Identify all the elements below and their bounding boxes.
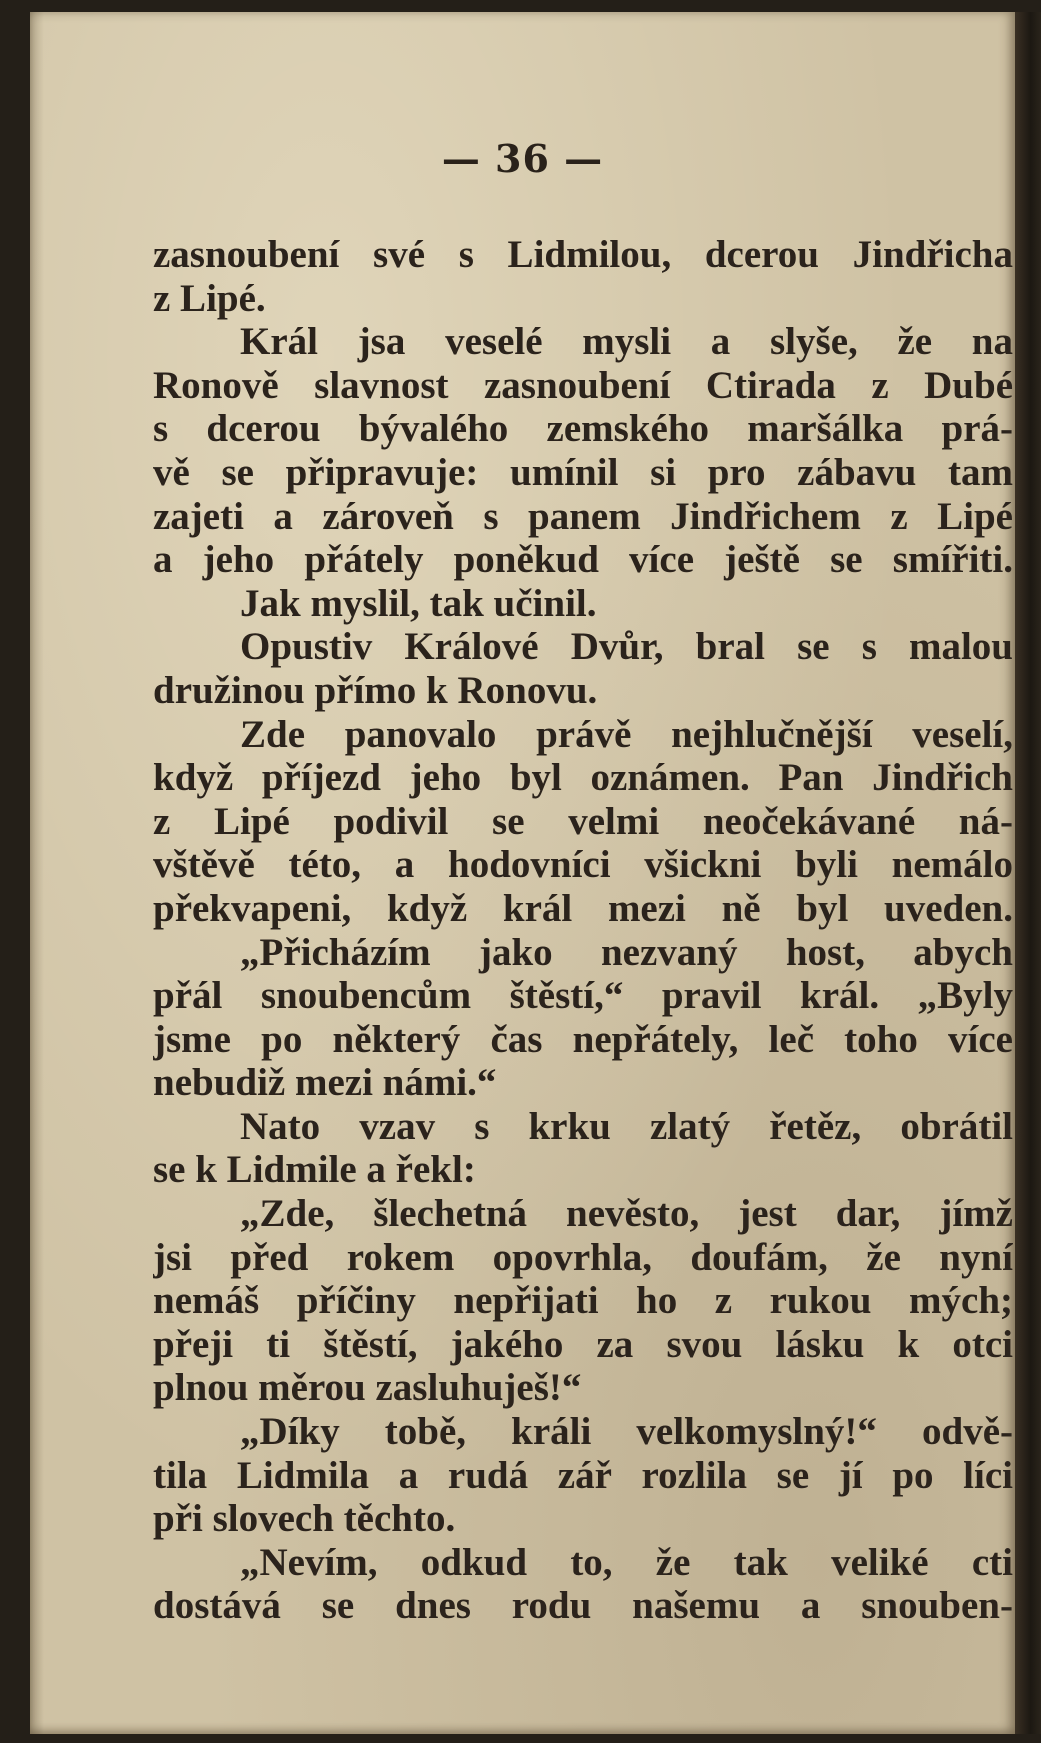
text-line: vštěvě této, a hodovníci všickni byli nemálo — [153, 843, 1013, 887]
text-line: „Díky tobě, králi velkomyslný!“ odvě- — [240, 1410, 1013, 1454]
text-line: a jeho přátely poněkud více ještě se smířiti. — [153, 538, 1013, 582]
text-line: dostává se dnes rodu našemu a snouben- — [153, 1584, 1013, 1628]
text-line: Nato vzav s krku zlatý řetěz, obrátil — [240, 1104, 1013, 1148]
text-line: Jak myslil, tak učinil. — [240, 581, 597, 625]
page-edge — [1015, 12, 1041, 1734]
text-line: Opustiv Králové Dvůr, bral se s malou — [240, 625, 1013, 669]
text-line: Král jsa veselé mysli a slyše, že na — [240, 320, 1013, 364]
text-line: zajeti a zároveň s panem Jindřichem z Lipé — [153, 494, 1013, 538]
text-line: jsme po některý čas nepřátely, leč toho více — [153, 1017, 1013, 1061]
text-line: s dcerou bývalého zemského maršálka prá- — [153, 407, 1013, 451]
text-line: z Lipé podivil se velmi neočekávané ná- — [153, 799, 1013, 843]
text-line: z Lipé. — [153, 276, 266, 320]
text-line: plnou měrou zasluhuješ!“ — [153, 1366, 582, 1410]
text-line: „Přicházím jako nezvaný host, abych — [240, 930, 1013, 974]
text-line: jsi před rokem opovrhla, doufám, že nyní — [153, 1235, 1013, 1279]
text-line: zasnoubení své s Lidmilou, dcerou Jindřicha — [153, 233, 1013, 276]
text-line: „Zde, šlechetná nevěsto, jest dar, jímž — [240, 1192, 1013, 1236]
text-line: družinou přímo k Ronovu. — [153, 668, 598, 712]
text-line: tila Lidmila a rudá zář rozlila se jí po líci — [153, 1453, 1013, 1497]
text-line: překvapeni, když král mezi ně byl uveden. — [153, 886, 1013, 930]
text-line: při slovech těchto. — [153, 1497, 456, 1541]
text-line: Ronově slavnost zasnoubení Ctirada z Dubé — [153, 363, 1013, 407]
text-line: když příjezd jeho byl oznámen. Pan Jindřich — [153, 756, 1013, 800]
page-number: — 36 — — [441, 136, 604, 181]
text-line: nebudiž mezi námi.“ — [153, 1061, 497, 1105]
text-line: se k Lidmile a řekl: — [153, 1148, 476, 1192]
text-line: přál snoubencům štěstí,“ pravil král. „Byly — [153, 974, 1013, 1018]
text-line: vě se připravuje: umínil si pro zábavu tam — [153, 450, 1013, 494]
text-line: nemáš příčiny nepřijati ho z rukou mých; — [153, 1279, 1013, 1323]
text-line: přeji ti štěstí, jakého za svou lásku k otci — [153, 1322, 1013, 1366]
body-text — [153, 233, 1013, 1628]
text-line: „Nevím, odkud to, že tak veliké cti — [240, 1540, 1013, 1584]
text-line: Zde panovalo právě nejhlučnější veselí, — [240, 712, 1013, 756]
book-page — [30, 12, 1015, 1734]
